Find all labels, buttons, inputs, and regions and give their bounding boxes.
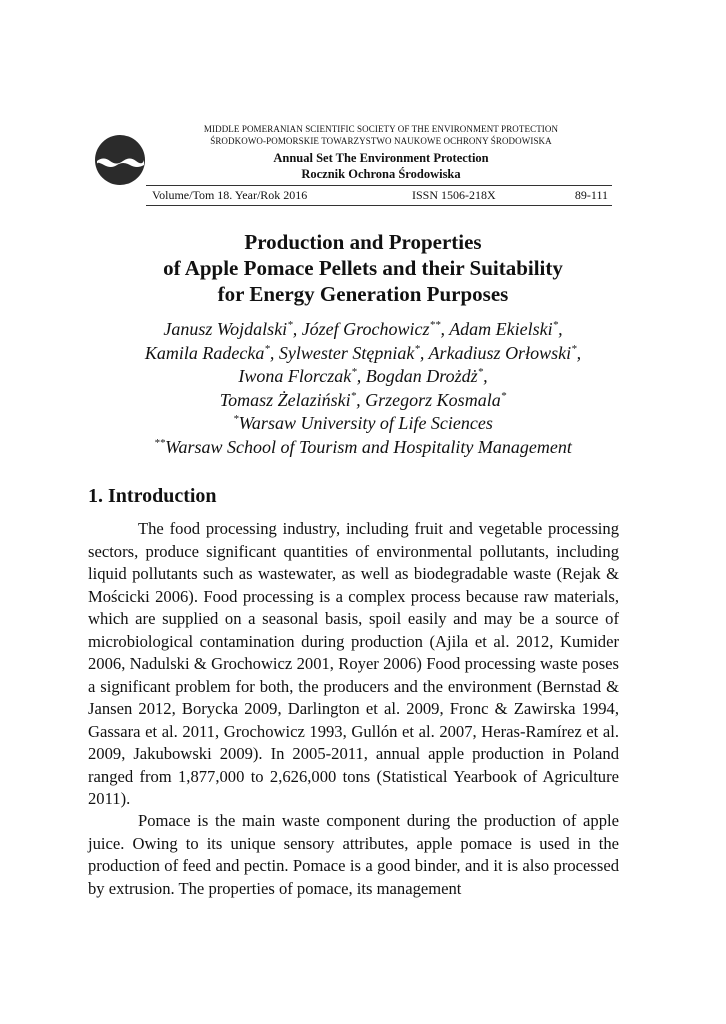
author-mark: ** [429,319,441,331]
author-name: Adam Ekielski [449,319,553,339]
author-mark: * [552,319,559,331]
page-range: 89-111 [574,188,608,202]
author-mark: * [414,342,420,355]
author-name: Sylwester Stępniak [278,342,415,363]
body-paragraph [88,810,619,900]
author-mark: * [571,342,577,355]
paper-title [60,229,666,307]
author-line: Tomasz Żelaziński*, Grzegorz Kosmala* [219,389,507,410]
journal-name-pl: Rocznik Ochrona Środowiska [301,167,461,181]
affiliation: Warsaw School of Tourism and Hospitality Management [165,436,572,457]
affiliation-line [60,436,666,460]
issn: ISSN 1506-218X [412,188,496,202]
journal-name-en: Annual Set The Environment Protection [273,151,489,165]
header-rule-top [146,185,612,186]
paragraph-text: Pomace is the main waste component during the production of apple juice. Owing to its unique sensory attributes, apple pomace is used in the production of feed and pectin. Pomace is a good binder, and it is also processed by extrusion. The properties of pomace, its management [88,811,619,898]
author-name: Tomasz Żelaziński [219,389,351,410]
author-mark: * [477,366,484,378]
author-mark: * [351,366,357,378]
society-name-en: MIDDLE POMERANIAN SCIENTIFIC SOCIETY OF THE ENVIRONMENT PROTECTION [203,124,559,134]
author-name: Józef Grochowicz [301,319,430,339]
author-name: Janusz Wojdalski [163,319,288,339]
author-mark: * [350,389,357,402]
affiliation-line [60,412,666,436]
author-line: Kamila Radecka*, Sylwester Stępniak*, Arkadiusz Orłowski*, [144,342,582,363]
body-paragraph [88,518,619,811]
affiliation: Warsaw University of Life Sciences [238,413,493,433]
author-line: Iwona Florczak*, Bogdan Drożdż*, [238,366,488,386]
volume-year: Volume/Tom 18. Year/Rok 2016 [152,188,308,202]
header-rule-bottom [146,205,612,206]
author-mark: * [500,389,507,402]
author-name: Bogdan Drożdż [365,366,478,386]
author-name: Grzegorz Kosmala [365,389,501,410]
author-block [60,318,666,459]
section-heading: 1. Introduction [88,485,217,507]
author-name: Kamila Radecka [144,342,265,363]
title-line: Production and Properties [244,230,482,254]
author-mark: * [264,342,270,355]
author-mark: * [287,319,293,331]
author-name: Iwona Florczak [238,366,352,386]
society-logo [94,134,146,186]
society-name-pl: ŚRODKOWO-POMORSKIE TOWARZYSTWO NAUKOWE OCHRONY ŚRODOWISKA [210,136,552,146]
author-line: Janusz Wojdalski*, Józef Grochowicz**, Adam Ekielski*, [163,319,563,339]
title-line: for Energy Generation Purposes [217,282,509,306]
author-name: Arkadiusz Orłowski [428,342,572,363]
paragraph-text: The food processing industry, including fruit and vegetable processing sectors, produce significant quantities of environmental pollutants, including liquid pollutants such as wastewater, as well as biodegradable waste (Rejak & Mościcki 2006). Food processing is a complex process because raw materials, which are supplied on a seasonal basis, spoil easily and may be a source of microbiological contamination during production (Ajila et al. 2012, Kumider 2006, Nadulski & Grochowicz 2001, Royer 2006) Food processing waste poses a significant problem for both, the producers and the environment (Bernstad & Jansen 2012, Borycka 2009, Darlington et al. 2009, Fronc & Zawirska 1994, Gassara et al. 2011, Grochowicz 1993, Gullón et al. 2007, Heras-Ramírez et al. 2009, Jakubowski 2009). In 2005-2011, annual apple production in Poland ranged from 1,877,000 to 2,626,000 tons (Statistical Yearbook of Agriculture 2011). [88,519,619,808]
affiliation-mark: ** [154,436,166,449]
affiliation-mark: * [233,413,239,425]
title-line: of Apple Pomace Pellets and their Suitability [163,256,563,280]
